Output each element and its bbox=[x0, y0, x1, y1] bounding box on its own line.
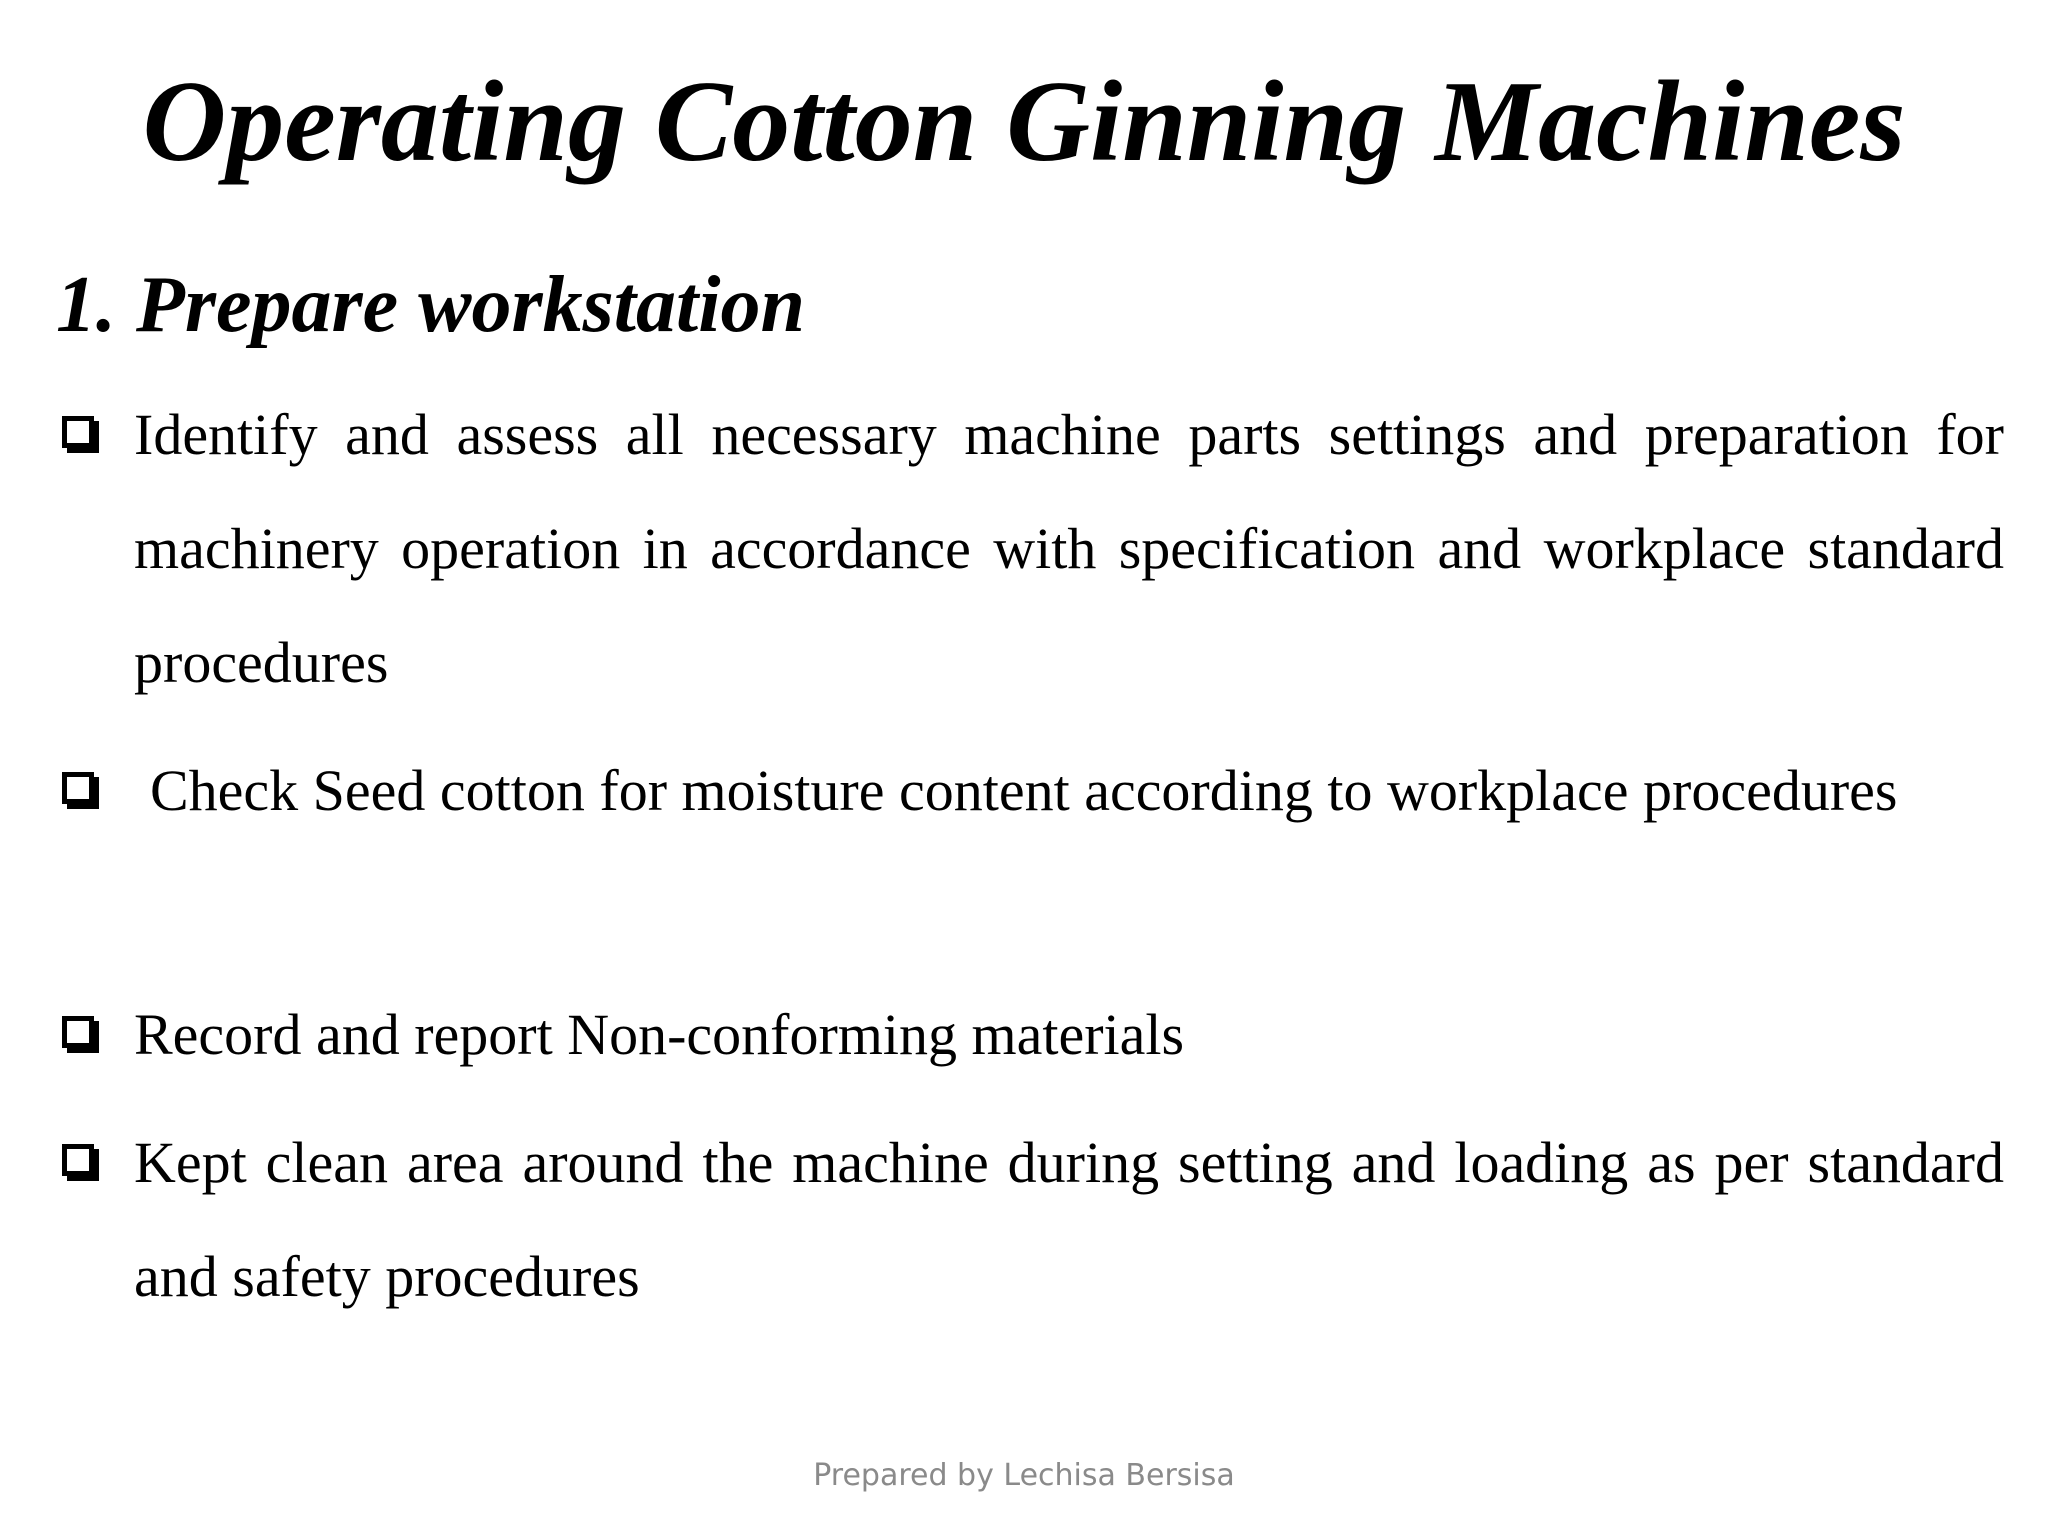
checkbox-bullet-icon bbox=[62, 1144, 94, 1176]
bullet-item bbox=[56, 978, 2004, 1092]
bullet-text: Kept clean area around the machine during setting and loading as per standard and safety procedures bbox=[134, 1130, 2004, 1309]
footer-credit: Prepared by Lechisa Bersisa bbox=[813, 1458, 1235, 1493]
bullet-item bbox=[56, 378, 2004, 720]
slide-title: Operating Cotton Ginning Machines bbox=[142, 58, 1906, 186]
checkbox-bullet-icon bbox=[62, 416, 94, 448]
checkbox-bullet-icon bbox=[62, 1016, 94, 1048]
bullet-text: Record and report Non-conforming materials bbox=[134, 1002, 1185, 1067]
bullet-text: Check Seed cotton for moisture content according to workplace procedures bbox=[150, 758, 1898, 823]
section-heading: 1. Prepare workstation bbox=[56, 261, 805, 349]
bullet-item bbox=[56, 734, 2004, 848]
bullet-item bbox=[56, 1106, 2004, 1334]
bullet-text: Identify and assess all necessary machine parts settings and preparation for machinery operation in accordance with specification and workplace standard procedures bbox=[134, 402, 2004, 695]
checkbox-bullet-icon bbox=[62, 772, 94, 804]
